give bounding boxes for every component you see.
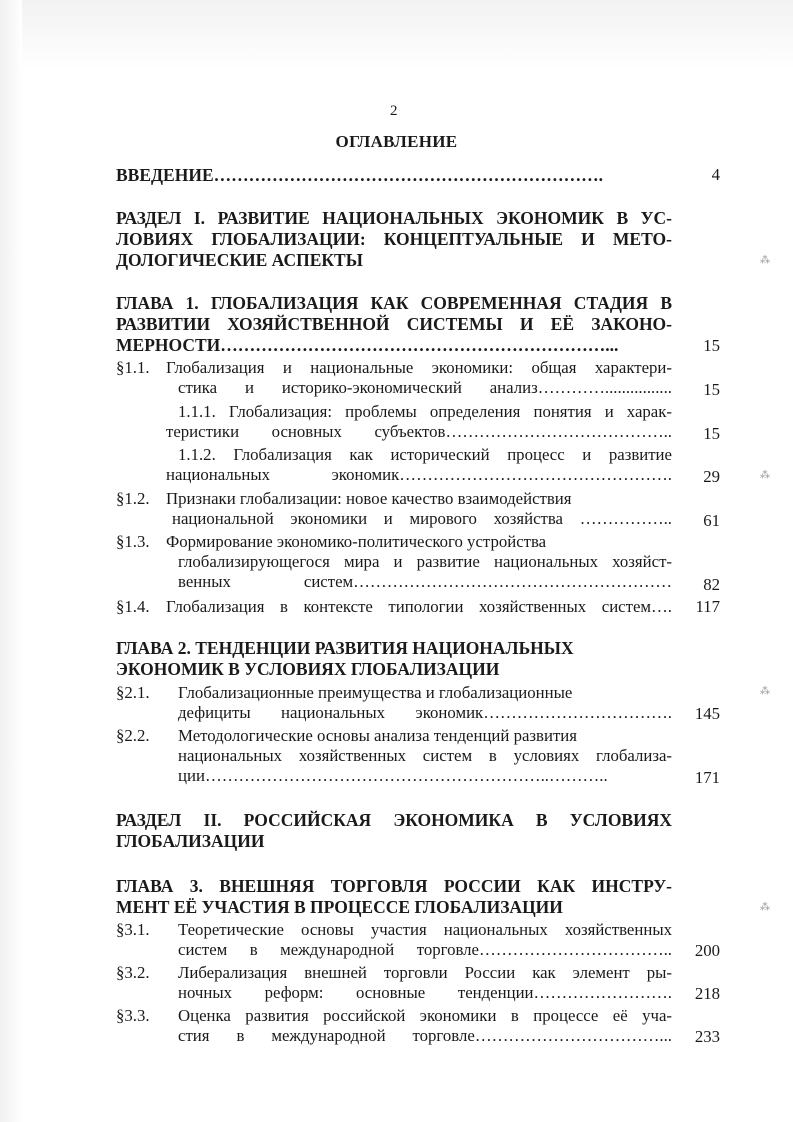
- section-1-line: ЛОВИЯХ ГЛОБАЛИЗАЦИИ: КОНЦЕПТУАЛЬНЫЕ И МЕТО-: [116, 229, 672, 249]
- s2-2-number: §2.2.: [116, 726, 150, 745]
- section-2-heading: [116, 810, 672, 852]
- s2-1-line: дефициты национальных экономик…………………………….: [178, 703, 672, 722]
- s3-2-number: §3.2.: [116, 963, 150, 982]
- s1-4-number: §1.4.: [116, 597, 150, 616]
- s1-3-line: венных систем…………………………………………………: [178, 572, 672, 591]
- scan-edge-left: [0, 0, 22, 1122]
- toc-intro-page: 4: [711, 165, 720, 184]
- s2-2-line: ции……………………………………………………..………..: [178, 766, 608, 785]
- chapter-1-line: РАЗВИТИИ ХОЗЯЙСТВЕННОЙ СИСТЕМЫ И ЕЁ ЗАКОНО-: [116, 314, 672, 334]
- s3-2-entry[interactable]: [166, 963, 672, 1003]
- s3-1-page: 200: [694, 941, 720, 960]
- s3-1-entry[interactable]: [166, 920, 672, 960]
- s3-3-line: стия в международной торговле……………………………...: [178, 1026, 672, 1045]
- s1-1-1-line: 1.1.1. Глобализация: проблемы определения понятия и харак-: [178, 402, 672, 421]
- section-1-heading: [116, 208, 672, 271]
- s1-1-entry[interactable]: [166, 358, 672, 398]
- s3-2-line: Либерализация внешней торговли России как элемент ры-: [178, 963, 672, 982]
- section-1-line: РАЗДЕЛ I. РАЗВИТИЕ НАЦИОНАЛЬНЫХ ЭКОНОМИК В УС-: [116, 208, 672, 228]
- s2-2-page: 171: [694, 768, 720, 787]
- s1-3-number: §1.3.: [116, 532, 150, 551]
- scan-speck-mark: ⁂: [760, 470, 770, 481]
- section-1-line: ДОЛОГИЧЕСКИЕ АСПЕКТЫ: [116, 250, 363, 270]
- s2-1-number: §2.1.: [116, 683, 150, 702]
- scan-speck-mark: ⁂: [760, 255, 770, 266]
- s1-4-page: 117: [695, 597, 720, 616]
- chapter-1-line: ГЛАВА 1. ГЛОБАЛИЗАЦИЯ КАК СОВРЕМЕННАЯ СТАДИЯ В: [116, 293, 672, 313]
- chapter-3-heading[interactable]: [116, 876, 672, 918]
- s1-3-line: Формирование экономико-политического устройства: [166, 532, 547, 551]
- chapter-3-line: МЕНТ ЕЁ УЧАСТИЯ В ПРОЦЕССЕ ГЛОБАЛИЗАЦИИ: [116, 897, 563, 917]
- s3-3-number: §3.3.: [116, 1006, 150, 1025]
- s1-2-entry[interactable]: [166, 489, 672, 529]
- s1-1-page: 15: [703, 380, 720, 399]
- chapter-1-line: МЕРНОСТИ…………………………………………………………...: [116, 335, 619, 355]
- s1-1-line: Глобализация и национальные экономики: общая характери-: [166, 358, 672, 377]
- chapter-3-line: ГЛАВА 3. ВНЕШНЯЯ ТОРГОВЛЯ РОССИИ КАК ИНСТРУ-: [116, 876, 672, 896]
- section-2-line: РАЗДЕЛ II. РОССИЙСКАЯ ЭКОНОМИКА В УСЛОВИЯХ: [116, 810, 672, 830]
- s3-2-line: ночных реформ: основные тенденции…………………….: [178, 983, 672, 1002]
- s1-3-line: глобализирующегося мира и развитие национальных хозяйст-: [178, 552, 672, 571]
- s2-1-page: 145: [694, 704, 720, 723]
- s3-1-line: Теоретические основы участия национальных хозяйственных: [178, 920, 672, 939]
- s1-2-page: 61: [703, 511, 720, 530]
- s3-2-page: 218: [694, 984, 720, 1003]
- section-2-line: ГЛОБАЛИЗАЦИИ: [116, 831, 265, 851]
- page-number: 2: [390, 103, 398, 119]
- s1-1-2-line: 1.1.2. Глобализация как исторический процесс и развитие: [178, 445, 672, 464]
- s2-1-entry[interactable]: [166, 683, 672, 723]
- s3-3-entry[interactable]: [166, 1006, 672, 1046]
- chapter-2-heading[interactable]: [116, 638, 574, 680]
- chapter-2-line: ГЛАВА 2. ТЕНДЕНЦИИ РАЗВИТИЯ НАЦИОНАЛЬНЫХ: [116, 638, 574, 658]
- s2-2-line: Методологические основы анализа тенденций развития: [178, 726, 577, 745]
- scan-speck-mark: ⁂: [760, 686, 770, 697]
- s1-1-number: §1.1.: [116, 358, 150, 377]
- s1-1-2-page: 29: [703, 467, 720, 486]
- chapter-1-heading[interactable]: [116, 293, 672, 356]
- s1-1-2-entry[interactable]: [166, 445, 672, 485]
- s3-3-page: 233: [694, 1027, 720, 1046]
- s2-2-entry[interactable]: [166, 726, 672, 786]
- s1-2-line: Признаки глобализации: новое качество взаимодействия: [166, 489, 572, 508]
- toc-intro-label[interactable]: ВВЕДЕНИЕ………………………………………………………….: [116, 165, 604, 185]
- s1-1-1-page: 15: [703, 424, 720, 443]
- s1-1-1-entry[interactable]: [166, 402, 672, 442]
- s1-3-entry[interactable]: [166, 532, 672, 592]
- chapter-2-line: ЭКОНОМИК В УСЛОВИЯХ ГЛОБАЛИЗАЦИИ: [116, 659, 500, 679]
- s1-4-line: Глобализация в контексте типологии хозяйственных систем….: [166, 597, 672, 616]
- s3-1-number: §3.1.: [116, 920, 150, 939]
- s1-3-page: 82: [703, 575, 720, 594]
- s3-1-line: систем в международной торговле……………………………..: [178, 940, 672, 959]
- s1-1-2-line: национальных экономик………………………………………….: [166, 465, 672, 484]
- s1-1-line: стика и историко-экономический анализ…………................: [178, 378, 672, 397]
- s3-3-line: Оценка развития российской экономики в процессе её уча-: [178, 1006, 672, 1025]
- s1-4-entry[interactable]: [166, 597, 672, 617]
- chapter-1-page: 15: [703, 336, 720, 355]
- s2-1-line: Глобализационные преимущества и глобализационные: [178, 683, 573, 702]
- scan-edge-top: [0, 0, 793, 70]
- s1-1-1-line: теристики основных субъектов…………………………………..: [166, 422, 672, 441]
- toc-title: ОГЛАВЛЕНИЕ: [335, 132, 458, 151]
- s1-2-line: национальной экономики и мирового хозяйства ……………..: [172, 509, 672, 528]
- s1-2-number: §1.2.: [116, 489, 150, 508]
- s2-2-line: национальных хозяйственных систем в условиях глобализа-: [178, 746, 672, 765]
- scan-speck-mark: ⁂: [760, 902, 770, 913]
